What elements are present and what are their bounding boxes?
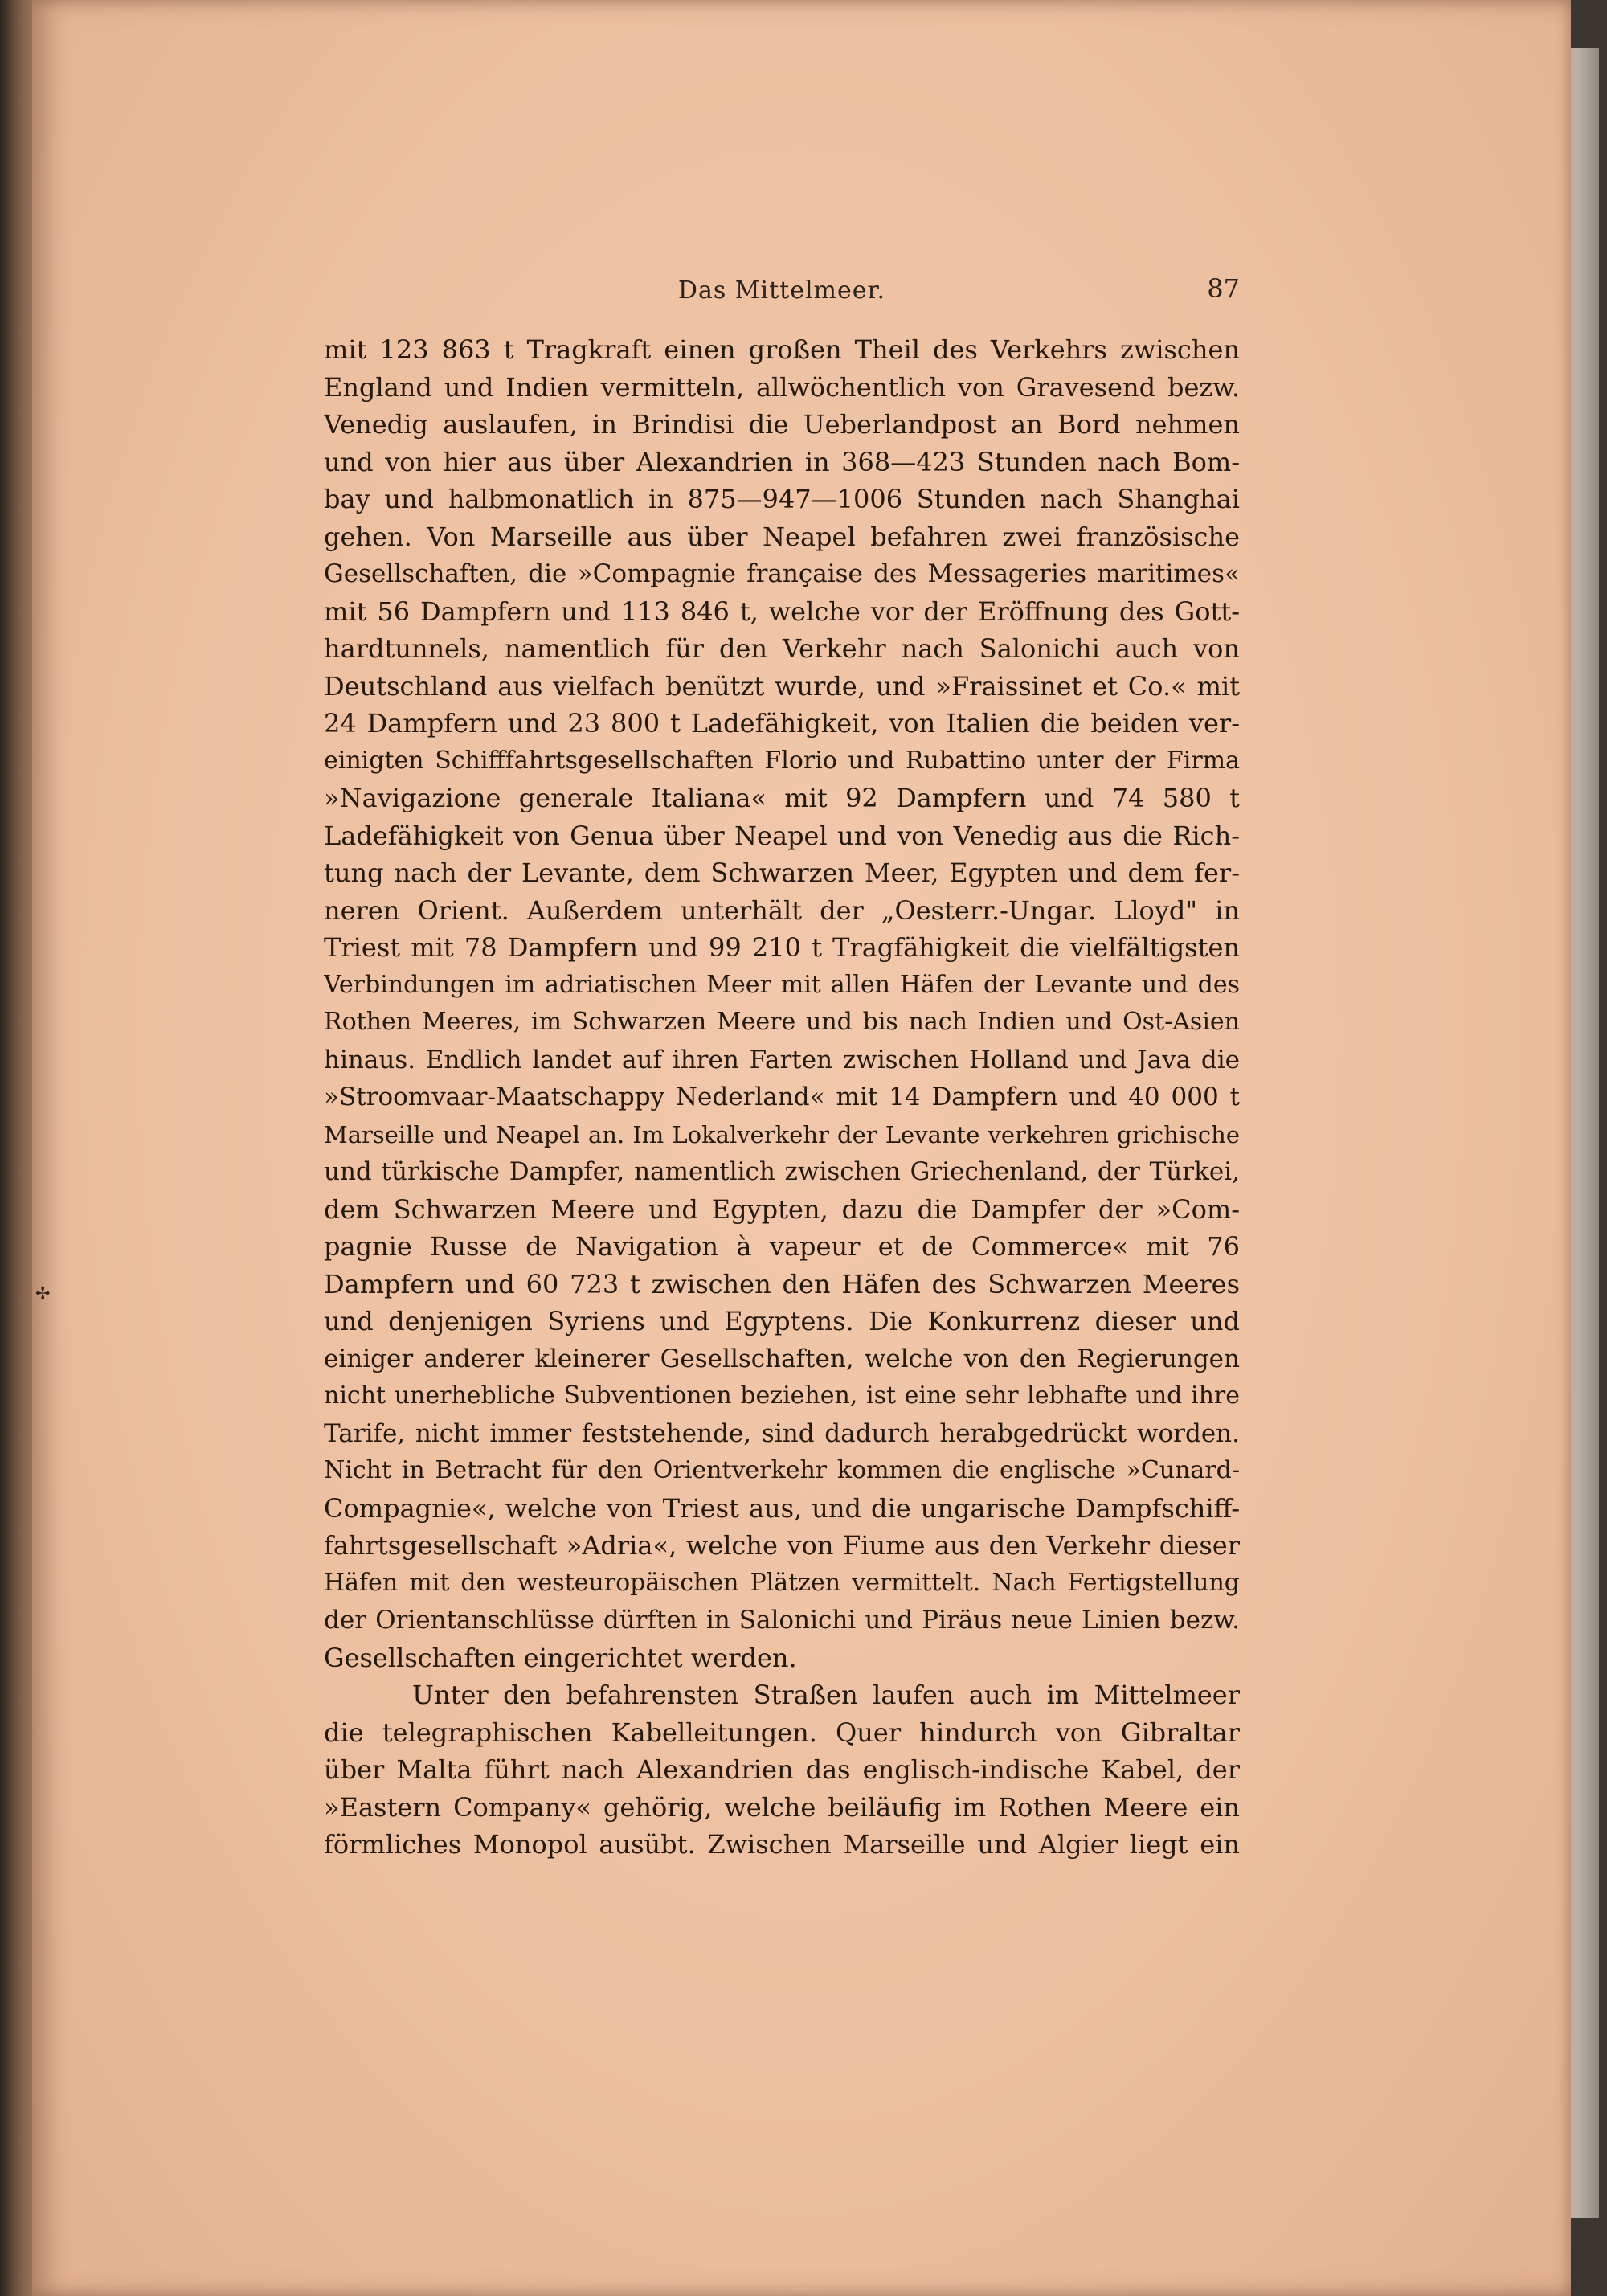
text-line: Ladefähigkeit von Genua über Neapel und von Venedig aus die Rich- bbox=[324, 820, 1240, 851]
text-line: Compagnie«, welche von Triest aus, und die ungarische Dampfschiff- bbox=[324, 1492, 1240, 1524]
text-line: Unter den befahrensten Straßen laufen auch im Mittelmeer bbox=[412, 1680, 1240, 1710]
text-line: nicht unerhebliche Subventionen beziehen, ist eine sehr lebhafte und ihre bbox=[324, 1381, 1240, 1410]
text-line: hinaus. Endlich landet auf ihren Farten zwischen Holland und Java die bbox=[324, 1045, 1240, 1074]
text-line: einigten Schifffahrtsgesellschaften Florio und Rubattino unter der Firma bbox=[324, 746, 1240, 775]
text-line: »Eastern Company« gehörig, welche beiläufig im Rothen Meere ein bbox=[324, 1791, 1240, 1823]
text-line: und denjenigen Syriens und Egyptens. Die Konkurrenz dieser und bbox=[324, 1306, 1240, 1336]
text-line: förmliches Monopol ausübt. Zwischen Marseille und Algier liegt ein bbox=[324, 1829, 1240, 1860]
text-line: pagnie Russe de Navigation à vapeur et de Commerce« mit 76 bbox=[324, 1231, 1240, 1262]
running-head bbox=[324, 273, 1240, 313]
text-line: mit 123 863 t Tragkraft einen großen Theil des Verkehrs zwischen bbox=[324, 334, 1240, 365]
text-line: einiger anderer kleinerer Gesellschaften, welche von den Regierungen bbox=[324, 1344, 1240, 1373]
text-line: der Orientanschlüsse dürften in Salonichi und Piräus neue Linien bezw. bbox=[324, 1606, 1240, 1635]
text-line: hardtunnels, namentlich für den Verkehr nach Salonichi auch von bbox=[324, 633, 1240, 664]
text-line: tung nach der Levante, dem Schwarzen Meer, Egypten und dem fer- bbox=[324, 857, 1240, 888]
text-line: die telegraphischen Kabelleitungen. Quer hindurch von Gibraltar bbox=[324, 1717, 1240, 1748]
text-line: Deutschland aus vielfach benützt wurde, und »Fraissinet et Co.« mit bbox=[324, 670, 1240, 702]
text-line: Gesellschaften, die »Compagnie française des Messageries maritimes« bbox=[324, 559, 1240, 588]
text-line: Dampfern und 60 723 t zwischen den Häfen des Schwarzen Meeres bbox=[324, 1268, 1240, 1299]
text-line: und von hier aus über Alexandrien in 368—423 Stunden nach Bom- bbox=[324, 446, 1240, 477]
text-line: Verbindungen im adriatischen Meer mit allen Häfen der Levante und des bbox=[324, 970, 1240, 999]
margin-mark: ✢ bbox=[35, 1284, 51, 1304]
text-line: und türkische Dampfer, namentlich zwischen Griechenland, der Türkei, bbox=[324, 1157, 1240, 1186]
text-line: Gesellschaften eingerichtet werden. bbox=[324, 1642, 797, 1673]
text-line: mit 56 Dampfern und 113 846 t, welche vor der Eröffnung des Gott- bbox=[324, 595, 1240, 627]
text-line: über Malta führt nach Alexandrien das englisch-indische Kabel, der bbox=[324, 1754, 1240, 1785]
paper-page bbox=[32, 0, 1571, 2296]
text-line: Häfen mit den westeuropäischen Plätzen vermittelt. Nach Fertigstellung bbox=[324, 1568, 1240, 1597]
text-line: »Navigazione generale Italiana« mit 92 Dampfern und 74 580 t bbox=[324, 783, 1240, 813]
text-line: Venedig auslaufen, in Brindisi die Ueberlandpost an Bord nehmen bbox=[324, 409, 1240, 440]
body-text bbox=[324, 331, 1240, 1864]
text-line: Triest mit 78 Dampfern und 99 210 t Tragfähigkeit die vielfältigsten bbox=[324, 932, 1240, 963]
running-title: Das Mittelmeer. bbox=[677, 276, 886, 305]
text-line: dem Schwarzen Meere und Egypten, dazu die Dampfer der »Com- bbox=[324, 1193, 1240, 1225]
text-line: neren Orient. Außerdem unterhält der „Oesterr.-Ungar. Lloyd" in bbox=[324, 894, 1240, 926]
text-line: England und Indien vermitteln, allwöchentlich von Gravesend bezw. bbox=[324, 371, 1240, 403]
text-line: »Stroomvaar-Maatschappy Nederland« mit 14 Dampfern und 40 000 t bbox=[324, 1083, 1240, 1111]
text-line: Marseille und Neapel an. Im Lokalverkehr der Levante verkehren grichische bbox=[324, 1120, 1240, 1148]
text-line: Nicht in Betracht für den Orientverkehr kommen die englische »Cunard- bbox=[324, 1456, 1240, 1484]
text-line: 24 Dampfern und 23 800 t Ladefähigkeit, von Italien die beiden ver- bbox=[324, 708, 1240, 739]
page-number: 87 bbox=[1207, 273, 1240, 304]
text-line: Tarife, nicht immer feststehende, sind dadurch herabgedrückt worden. bbox=[324, 1418, 1240, 1448]
text-line: Rothen Meeres, im Schwarzen Meere und bis nach Indien und Ost-Asien bbox=[324, 1008, 1240, 1036]
text-line: gehen. Von Marseille aus über Neapel befahren zwei französische bbox=[324, 521, 1240, 552]
text-line: fahrtsgesellschaft »Adria«, welche von Fiume aus den Verkehr dieser bbox=[324, 1530, 1240, 1561]
text-line: bay und halbmonatlich in 875—947—1006 Stunden nach Shanghai bbox=[324, 484, 1240, 514]
